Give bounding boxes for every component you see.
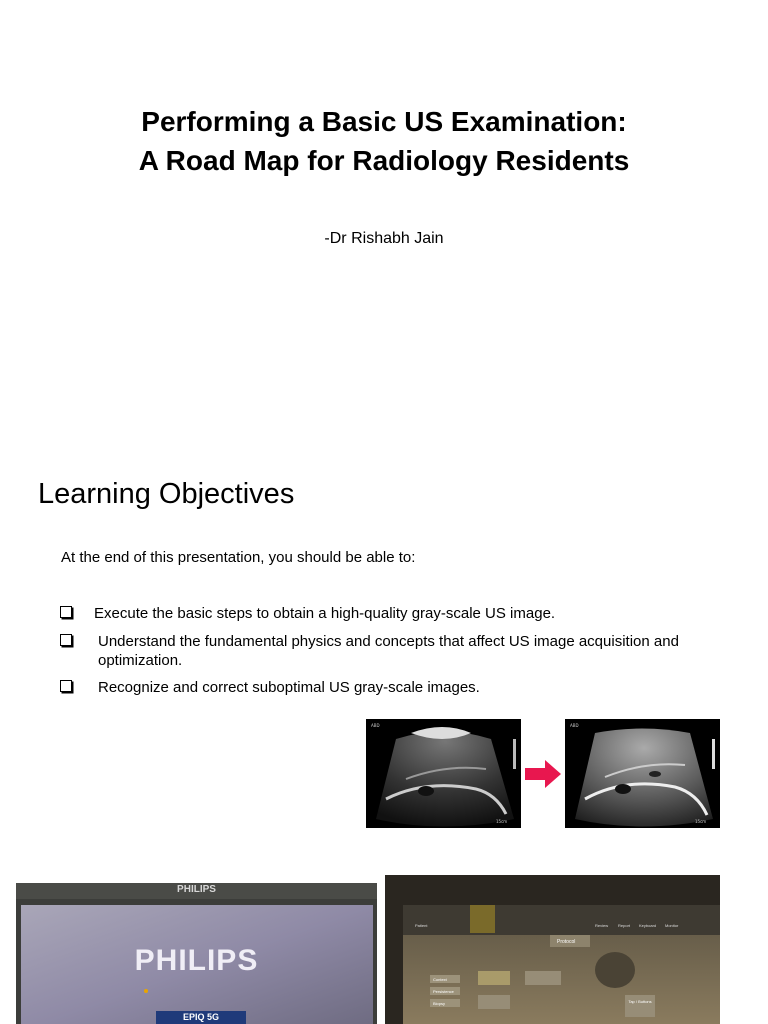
- panel-preset: Protocol: [557, 939, 576, 945]
- ultrasound-image-optimized: [565, 719, 720, 828]
- panel-tab-patient: Patient: [415, 923, 428, 928]
- objective-item-2: Understand the fundamental physics and concepts that affect US image acquisition and optimization.: [98, 633, 679, 669]
- photo-touch-panel: [385, 875, 720, 1024]
- panel-button-tap: Tap / Buttons: [628, 999, 652, 1004]
- panel-tab-keyboard: Keyboard: [639, 923, 657, 928]
- arrow-right-icon: [525, 760, 561, 788]
- monitor-brand-top: PHILIPS: [177, 884, 216, 895]
- objective-item-1: Execute the basic steps to obtain a high-quality gray-scale US image.: [94, 605, 556, 622]
- objectives-heading: Learning Objectives: [38, 478, 295, 510]
- panel-button-persistence: Persistence: [433, 989, 454, 994]
- panel-button-biopsy: Biopsy: [433, 1001, 446, 1006]
- checkbox-icon: [60, 634, 72, 646]
- author-name: -Dr Rishabh Jain: [324, 230, 444, 247]
- photo-philips-monitor: [16, 883, 377, 1024]
- panel-tab-review: Review: [595, 923, 609, 928]
- panel-tab-monitor: Monitor: [665, 923, 679, 928]
- svg-text:ABD: ABD: [371, 723, 380, 728]
- panel-button-context: Context: [433, 977, 447, 982]
- checkbox-icon: [60, 680, 72, 692]
- scale-label: 15cm: [496, 819, 508, 824]
- objectives-intro: At the end of this presentation, you should be able to:: [61, 549, 416, 566]
- monitor-model: EPIQ 5G: [182, 1012, 219, 1022]
- checkbox-icon: [60, 606, 72, 618]
- ultrasound-image-suboptimal: [366, 719, 521, 828]
- scale-label: 15cm: [695, 819, 707, 824]
- slide-title-line-1: Performing a Basic US Examination:: [141, 106, 627, 137]
- slide-title-line-2: A Road Map for Radiology Residents: [138, 145, 630, 176]
- svg-text:ABD: ABD: [570, 723, 579, 728]
- panel-tab-report: Report: [618, 923, 631, 928]
- monitor-brand-main: PHILIPS: [134, 944, 259, 977]
- objective-item-3: Recognize and correct suboptimal US gray-scale images.: [98, 679, 480, 696]
